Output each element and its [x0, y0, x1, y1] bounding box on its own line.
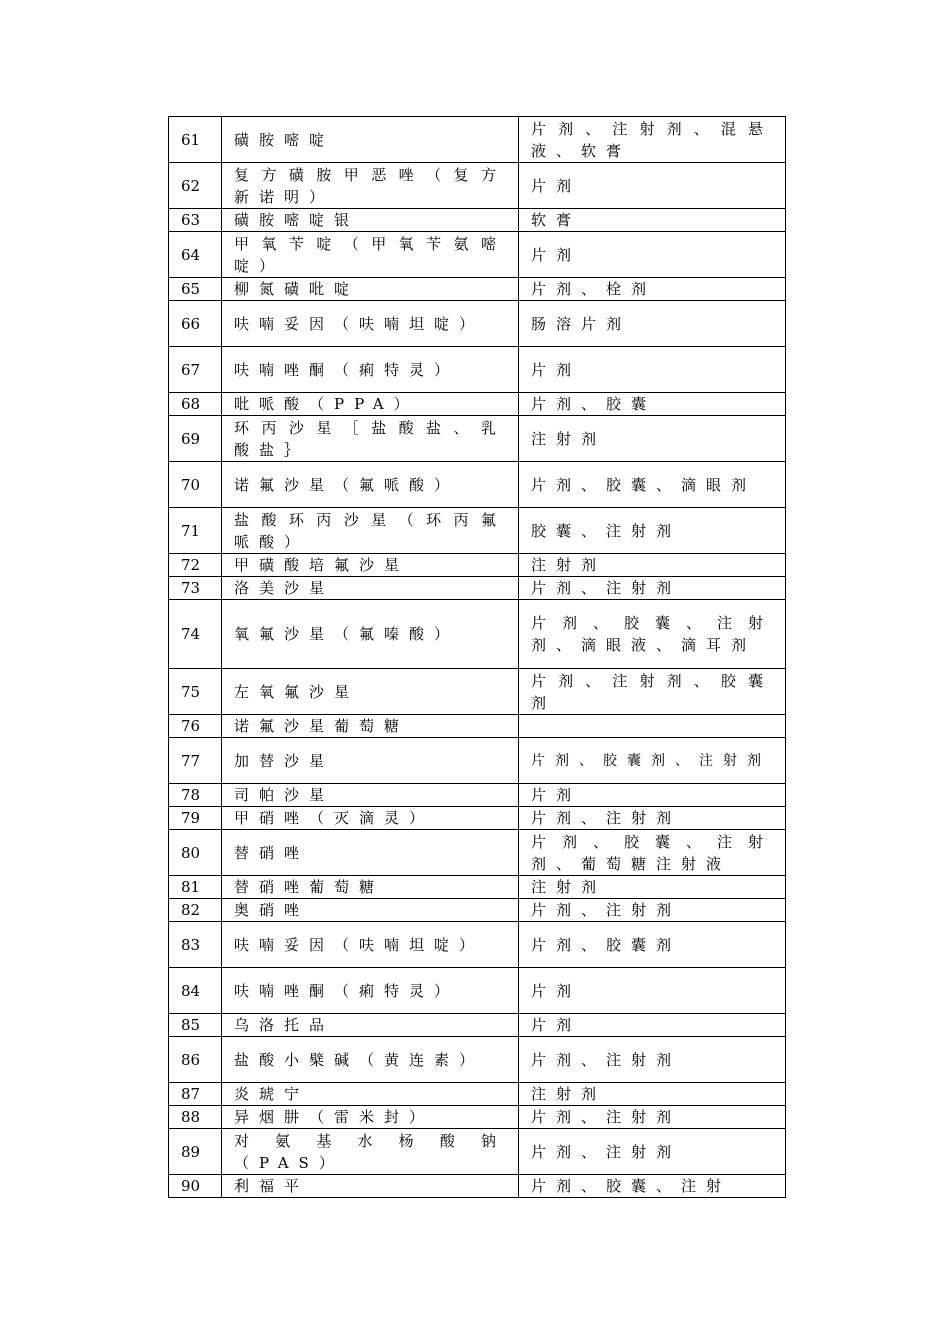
row-number: 85: [169, 1014, 222, 1037]
table-row: [169, 278, 786, 301]
drug-name: 对氨基水杨酸钠（PAS）: [222, 1129, 519, 1175]
table-row: [169, 209, 786, 232]
row-number: 88: [169, 1106, 222, 1129]
row-number: 62: [169, 163, 222, 209]
drug-name: 替硝唑: [222, 830, 519, 876]
row-number: 68: [169, 393, 222, 416]
dosage-form: 片剂、注射剂: [519, 899, 786, 922]
row-number: 76: [169, 715, 222, 738]
table-row: [169, 922, 786, 968]
table-row: [169, 232, 786, 278]
row-number: 66: [169, 301, 222, 347]
dosage-form: 注射剂: [519, 876, 786, 899]
table-row: [169, 577, 786, 600]
dosage-form: 片剂、注射剂: [519, 807, 786, 830]
dosage-form: 注射剂: [519, 1083, 786, 1106]
drug-name: 诺氟沙星（氟哌酸）: [222, 462, 519, 508]
drug-name: 司帕沙星: [222, 784, 519, 807]
table-row: [169, 715, 786, 738]
dosage-form: 片剂、注射剂: [519, 1037, 786, 1083]
dosage-form: 片剂、胶囊、注射: [519, 1175, 786, 1198]
dosage-form: 片剂: [519, 784, 786, 807]
row-number: 63: [169, 209, 222, 232]
drug-name: 环丙沙星［盐酸盐、乳酸盐｝: [222, 416, 519, 462]
drug-name: 甲磺酸培氟沙星: [222, 554, 519, 577]
row-number: 65: [169, 278, 222, 301]
table-row: [169, 163, 786, 209]
drug-name: 乌洛托品: [222, 1014, 519, 1037]
drug-name: 复方磺胺甲恶唑（复方新诺明）: [222, 163, 519, 209]
table-row: [169, 508, 786, 554]
row-number: 89: [169, 1129, 222, 1175]
table-row: [169, 807, 786, 830]
table-row: [169, 738, 786, 784]
table-row: [169, 876, 786, 899]
dosage-form: 肠溶片剂: [519, 301, 786, 347]
drug-name: 加替沙星: [222, 738, 519, 784]
dosage-form: 软膏: [519, 209, 786, 232]
row-number: 80: [169, 830, 222, 876]
dosage-form: 片剂、注射剂: [519, 1106, 786, 1129]
row-number: 84: [169, 968, 222, 1014]
drug-name: 氧氟沙星（氟嗪酸）: [222, 600, 519, 669]
table-row: [169, 968, 786, 1014]
dosage-form: 片剂、胶囊、注射剂、滴眼液、滴耳剂: [519, 600, 786, 669]
drug-name: 呋喃唑酮（痢特灵）: [222, 968, 519, 1014]
table-row: [169, 669, 786, 715]
row-number: 75: [169, 669, 222, 715]
dosage-form: [519, 715, 786, 738]
row-number: 81: [169, 876, 222, 899]
table-row: [169, 1083, 786, 1106]
row-number: 64: [169, 232, 222, 278]
row-number: 72: [169, 554, 222, 577]
row-number: 77: [169, 738, 222, 784]
table-row: [169, 1106, 786, 1129]
drug-name: 盐酸小檗碱（黄连素）: [222, 1037, 519, 1083]
table-row: [169, 1129, 786, 1175]
dosage-form: 注射剂: [519, 554, 786, 577]
dosage-form: 片剂、注射剂、胶囊剂: [519, 669, 786, 715]
row-number: 73: [169, 577, 222, 600]
dosage-form: 片剂: [519, 968, 786, 1014]
dosage-form: 片剂、栓剂: [519, 278, 786, 301]
drug-name: 磺胺嘧啶银: [222, 209, 519, 232]
row-number: 70: [169, 462, 222, 508]
row-number: 67: [169, 347, 222, 393]
row-number: 87: [169, 1083, 222, 1106]
row-number: 79: [169, 807, 222, 830]
drug-name: 甲硝唑（灭滴灵）: [222, 807, 519, 830]
dosage-form: 片剂、胶囊、注射剂、葡萄糖注射液: [519, 830, 786, 876]
table-row: [169, 347, 786, 393]
table-row: [169, 117, 786, 163]
table-row: [169, 462, 786, 508]
drug-name: 替硝唑葡萄糖: [222, 876, 519, 899]
table-row: [169, 554, 786, 577]
table-row: [169, 416, 786, 462]
table-row: [169, 1014, 786, 1037]
row-number: 61: [169, 117, 222, 163]
row-number: 86: [169, 1037, 222, 1083]
dosage-form: 片剂、注射剂、混悬液、软膏: [519, 117, 786, 163]
row-number: 90: [169, 1175, 222, 1198]
drug-name: 磺胺嘧啶: [222, 117, 519, 163]
dosage-form: 片剂、胶囊剂: [519, 922, 786, 968]
drug-name: 呋喃妥因（呋喃坦啶）: [222, 301, 519, 347]
dosage-form: 片剂: [519, 347, 786, 393]
table-row: [169, 899, 786, 922]
dosage-form: 片剂、注射剂: [519, 1129, 786, 1175]
drug-name: 呋喃妥因（呋喃坦啶）: [222, 922, 519, 968]
drug-name: 利福平: [222, 1175, 519, 1198]
drug-name: 柳氮磺吡啶: [222, 278, 519, 301]
dosage-form: 片剂、胶囊剂、注射剂: [519, 738, 786, 784]
dosage-form: 片剂、注射剂: [519, 577, 786, 600]
dosage-form: 片剂: [519, 1014, 786, 1037]
drug-name: 炎琥宁: [222, 1083, 519, 1106]
drug-name: 呋喃唑酮（痢特灵）: [222, 347, 519, 393]
table-row: [169, 1175, 786, 1198]
drug-name: 异烟肼（雷米封）: [222, 1106, 519, 1129]
row-number: 69: [169, 416, 222, 462]
table-row: [169, 393, 786, 416]
drug-name: 奥硝唑: [222, 899, 519, 922]
drug-name: 左氧氟沙星: [222, 669, 519, 715]
drug-name: 诺氟沙星葡萄糖: [222, 715, 519, 738]
row-number: 74: [169, 600, 222, 669]
table-row: [169, 600, 786, 669]
drug-table: [168, 116, 786, 1198]
dosage-form: 片剂: [519, 232, 786, 278]
drug-name: 吡哌酸（PPA）: [222, 393, 519, 416]
row-number: 78: [169, 784, 222, 807]
table-row: [169, 830, 786, 876]
table-row: [169, 784, 786, 807]
row-number: 71: [169, 508, 222, 554]
dosage-form: 片剂、胶囊: [519, 393, 786, 416]
row-number: 83: [169, 922, 222, 968]
dosage-form: 胶囊、注射剂: [519, 508, 786, 554]
dosage-form: 片剂、胶囊、滴眼剂: [519, 462, 786, 508]
table-row: [169, 1037, 786, 1083]
drug-name: 洛美沙星: [222, 577, 519, 600]
drug-name: 盐酸环丙沙星（环丙氟哌酸）: [222, 508, 519, 554]
row-number: 82: [169, 899, 222, 922]
dosage-form: 注射剂: [519, 416, 786, 462]
drug-name: 甲氧苄啶（甲氧苄氨嘧啶）: [222, 232, 519, 278]
table-row: [169, 301, 786, 347]
dosage-form: 片剂: [519, 163, 786, 209]
